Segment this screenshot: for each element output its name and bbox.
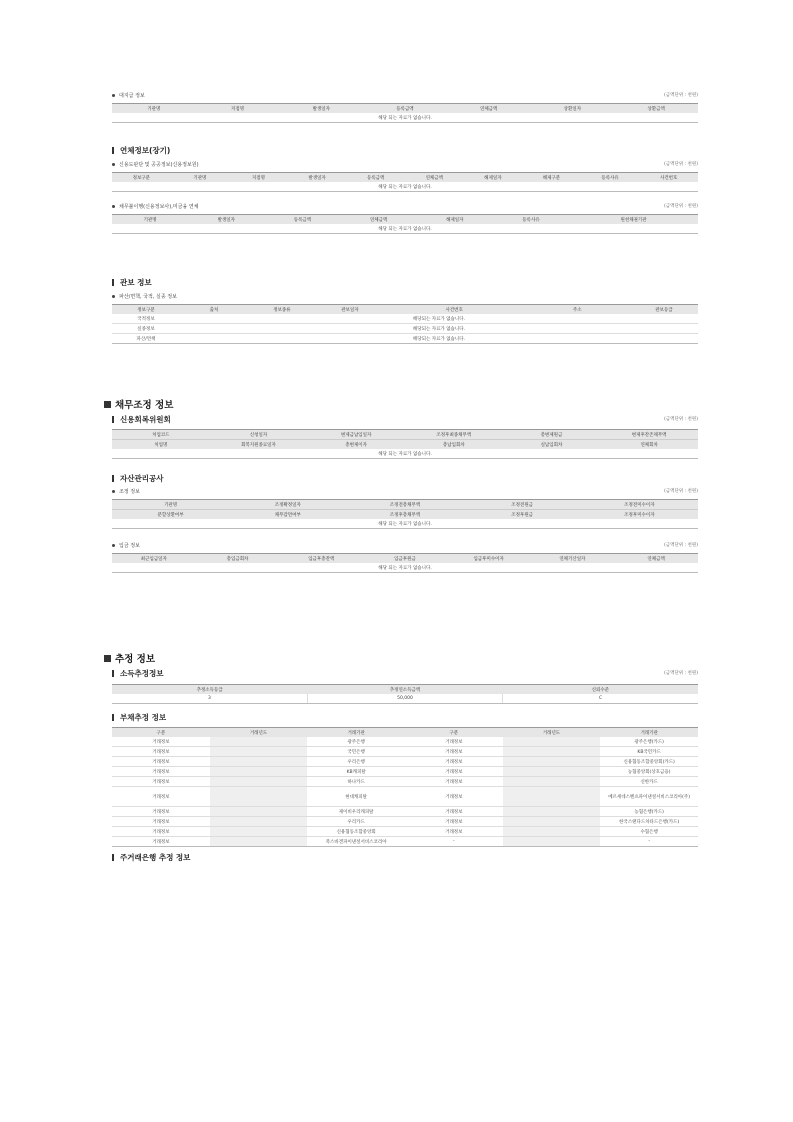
no-data-row: 해당 되는 자료가 없습니다. xyxy=(112,113,698,123)
unit-note: (금액단위 : 천원) xyxy=(664,671,698,676)
col-header: 연체금액 xyxy=(341,215,417,225)
public-table xyxy=(112,304,698,344)
delinquency-table-2 xyxy=(112,214,698,234)
income-estimate-table xyxy=(112,684,698,704)
sub-title: 신용도판단 및 공공정보(신용정보원) (금액단위 : 천원) xyxy=(112,160,698,168)
debt-adjustment-section xyxy=(112,398,698,573)
subsection-heading: 주거래은행 추정 정보 xyxy=(112,852,698,862)
heading-bar-icon xyxy=(112,854,114,861)
heading-square-icon xyxy=(104,655,111,662)
col-header: 등록금액 xyxy=(264,215,340,225)
heading-bar-icon xyxy=(112,714,114,721)
col-header: 기관명 xyxy=(112,104,196,114)
unit-note: (금액단위 : 천원) xyxy=(664,489,698,494)
table-row: 거래정보 국민은행 거래정보 KB국민카드 xyxy=(112,747,698,757)
table-header-row: 분할상환여부 채무감면여부 조정후총채무액 조정후원금 조정후미수이자 xyxy=(112,510,698,520)
bullet-icon xyxy=(112,205,115,208)
bullet-icon xyxy=(112,544,115,547)
kamco-adjust-table xyxy=(112,499,698,529)
col-header: 상환금액 xyxy=(614,104,698,114)
delinquency-table-1 xyxy=(112,172,698,192)
col-header: 등록사유 xyxy=(493,215,569,225)
col-header: 해제일자 xyxy=(417,215,493,225)
section-heading: 관보 정보 xyxy=(112,277,698,287)
col-header: 등록금액 xyxy=(346,173,405,183)
col-header: 연체금액 xyxy=(405,173,464,183)
heading-square-icon xyxy=(104,401,111,408)
table-row: 거래정보 현대캐피탈 거래정보 메르세데스벤츠파이낸셜서비스코리아(주) xyxy=(112,787,698,807)
sub-title: 파산/면책, 국적, 실종 정보 xyxy=(112,292,698,300)
heading-bar-icon xyxy=(112,670,114,677)
col-header: 발생일자 xyxy=(279,104,363,114)
debt-estimate-table xyxy=(112,727,698,847)
table-header-row: 구분 거래년도 거래기관 구분 거래년도 거래기관 xyxy=(112,728,698,738)
heading-bar-icon xyxy=(112,279,114,286)
section-heading: 추정 정보 xyxy=(104,652,698,664)
col-header: 주소 xyxy=(525,305,630,315)
unit-note: (금액단위 : 천원) xyxy=(664,204,698,209)
section-heading: 채무조정 정보 xyxy=(104,398,698,410)
heading-bar-icon xyxy=(112,475,114,482)
col-header: 기관명 xyxy=(171,173,230,183)
col-header: 출처 xyxy=(180,305,248,315)
subsection-heading: 소득추정정보 (금액단위 : 천원) xyxy=(112,668,698,678)
table-row: 거래정보 우리은행 거래정보 신용협동조합중앙회(카드) xyxy=(112,757,698,767)
heading-bar-icon xyxy=(112,416,114,423)
delinquency-section xyxy=(112,145,698,234)
col-header: 해제일자 xyxy=(464,173,523,183)
col-header: 사건번호 xyxy=(639,173,698,183)
col-header: 지점명 xyxy=(196,104,280,114)
table-row: 거래정보 하나카드 거래정보 신한카드 xyxy=(112,777,698,787)
table-row: 거래정보 제이비우리캐피탈 거래정보 농협은행(카드) xyxy=(112,807,698,817)
table-header-row: 추정소득등급 추정연소득금액 신뢰수준 xyxy=(112,685,698,695)
table-row: 거래정보 신용협동조합중앙회 거래정보 수협은행 xyxy=(112,827,698,837)
no-data-row: 해당 되는 자료가 없습니다. xyxy=(112,519,698,529)
no-data-row: 해당 되는 자료가 없습니다. xyxy=(112,182,698,192)
bullet-icon xyxy=(112,94,115,97)
col-header: 등록금액 xyxy=(363,104,447,114)
unit-note: (금액단위 : 천원) xyxy=(664,162,698,167)
col-header: 기관명 xyxy=(112,215,188,225)
loan-table xyxy=(112,103,698,123)
table-row: 거래정보 광주은행 거래정보 광주은행(카드) xyxy=(112,737,698,747)
subsection-heading: 부채추정 정보 xyxy=(112,712,698,722)
col-header: 발생일자 xyxy=(188,215,264,225)
heading-bar-icon xyxy=(112,147,114,154)
col-header: 정보구분 xyxy=(112,305,180,315)
unit-note: (금액단위 : 천원) xyxy=(664,93,698,98)
col-header: 정보구분 xyxy=(112,173,171,183)
col-header: 정보종류 xyxy=(248,305,316,315)
col-header: 관보일자 xyxy=(316,305,384,315)
loan-section xyxy=(112,91,698,123)
ccrs-table xyxy=(112,429,698,459)
col-header: 지점명 xyxy=(229,173,288,183)
unit-note: (금액단위 : 천원) xyxy=(664,543,698,548)
table-header-row xyxy=(112,173,698,183)
bullet-icon xyxy=(112,163,115,166)
bullet-icon xyxy=(112,490,115,493)
sub-title: 입금 정보 (금액단위 : 천원) xyxy=(112,541,698,549)
table-header-row xyxy=(112,305,698,315)
col-header: 상환일자 xyxy=(531,104,615,114)
section-heading: 연체정보(장기) xyxy=(112,145,698,155)
no-data-row: 해당 되는 자료가 없습니다. xyxy=(112,563,698,573)
table-row: 3 50,000 C xyxy=(112,694,698,704)
unit-note: (금액단위 : 천원) xyxy=(664,417,698,422)
table-row: 거래정보 폭스바겐파이낸셜서비스코리아 - - xyxy=(112,837,698,847)
subsection-heading: 신용회복위원회 (금액단위 : 천원) xyxy=(112,414,698,424)
no-data-row: 해당 되는 자료가 없습니다. xyxy=(112,449,698,459)
col-header: 등록사유 xyxy=(581,173,640,183)
col-header: 해제구분 xyxy=(522,173,581,183)
public-section xyxy=(112,277,698,344)
col-header: 발생일자 xyxy=(288,173,347,183)
table-row: 파산/면책 해당되는 자료가 없습니다. xyxy=(112,334,698,344)
sub-title: 채무불이행(신용정보사),미금융 연체 (금액단위 : 천원) xyxy=(112,202,698,210)
table-header-row: 최근입금일자 총입금회차 입금후총잔액 입금후원금 입금후미수이자 연체기산일자 연체금액 xyxy=(112,554,698,564)
col-header: 연체금액 xyxy=(447,104,531,114)
col-header: 관보등급 xyxy=(630,305,698,315)
table-header-row: 기관명 조정확정일자 조정전총채무액 조정전원금 조정전미수이자 xyxy=(112,500,698,510)
table-header-row: 처업코드 신청일자 변제금납입일자 조정후최종채무액 총변제원금 변제후잔존채무액 xyxy=(112,430,698,440)
table-header-row: 처업명 회복지원종료일자 총변제이자 총납입회차 실납입회차 연체회차 xyxy=(112,440,698,450)
loan-title: 대지급 정보 (금액단위 : 천원) xyxy=(112,91,698,99)
no-data-row: 해당 되는 자료가 없습니다. xyxy=(112,224,698,234)
kamco-payment-table xyxy=(112,553,698,573)
table-row: 거래정보 우리카드 거래정보 한국스탠다드차타드은행(카드) xyxy=(112,817,698,827)
table-row: 국적정보 해당되는 자료가 없습니다. xyxy=(112,314,698,324)
col-header: 원천채권기관 xyxy=(569,215,698,225)
estimate-section xyxy=(112,652,698,862)
table-row: 실종정보 해당되는 자료가 없습니다. xyxy=(112,324,698,334)
subsection-heading: 자산관리공사 xyxy=(112,473,698,483)
table-header-row xyxy=(112,104,698,114)
sub-title: 조정 정보 (금액단위 : 천원) xyxy=(112,487,698,495)
bullet-icon xyxy=(112,295,115,298)
table-row: 거래정보 KB캐피탈 거래정보 농협중앙회(상호금융) xyxy=(112,767,698,777)
col-header: 사건번호 xyxy=(384,305,525,315)
table-header-row xyxy=(112,215,698,225)
